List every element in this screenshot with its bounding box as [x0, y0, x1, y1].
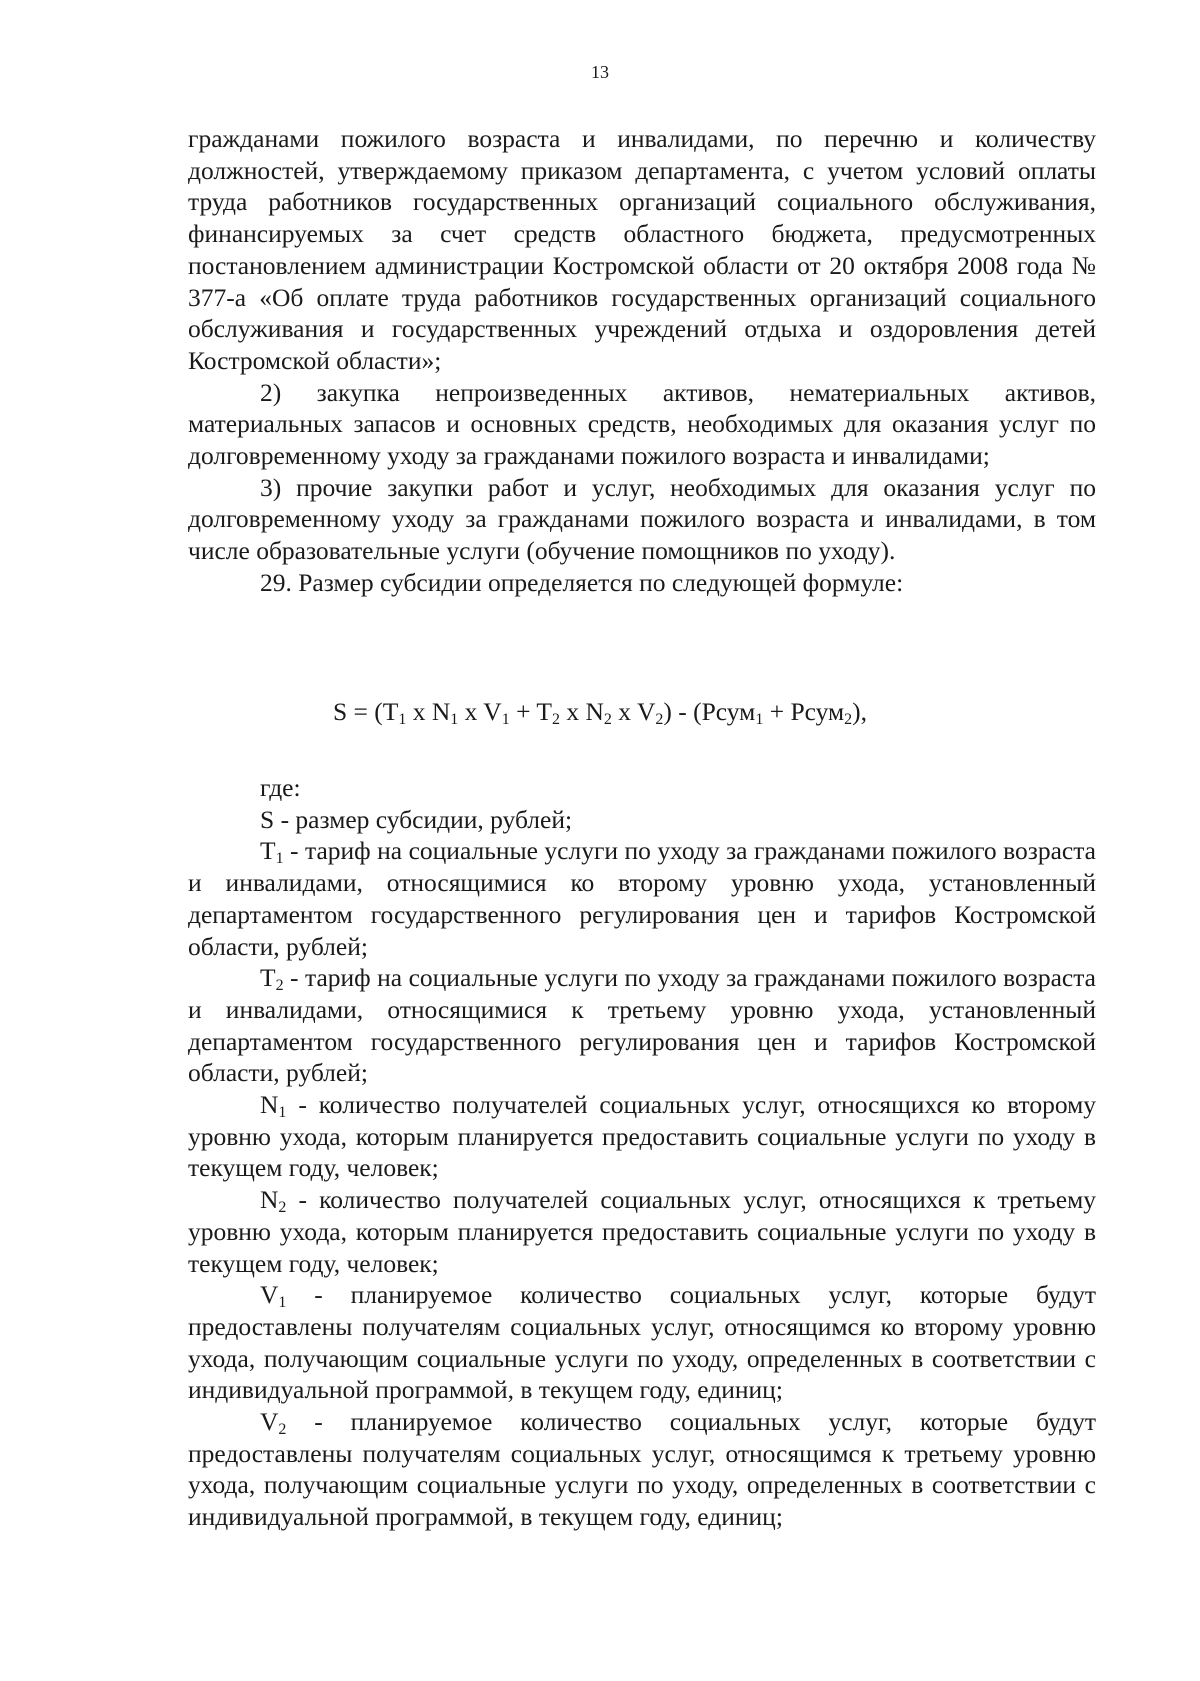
formula-v1: V: [483, 697, 502, 726]
formula-sub: 2: [844, 711, 853, 728]
formula-part: x: [611, 697, 637, 726]
formula-part: ),: [852, 697, 868, 726]
formula-psum2: Рсум: [790, 697, 845, 726]
formula-part: x: [406, 697, 432, 726]
def-sub: 1: [275, 850, 284, 868]
formula-sub: 1: [501, 711, 510, 728]
definition-t1: [188, 835, 1096, 962]
def-symbol: V: [260, 1280, 279, 1310]
formula-sub: 2: [551, 711, 560, 728]
formula-sub: 1: [755, 711, 764, 728]
page-number: 13: [591, 62, 609, 82]
definition-t2: [188, 962, 1096, 1089]
def-sub: 2: [278, 1421, 287, 1439]
def-symbol: N: [260, 1185, 279, 1215]
def-sub: 1: [278, 1294, 287, 1312]
def-text: - тариф на социальные услуги по уходу за гражданами пожилого возраста и инвалидами, относящимися к третьему уровню ухода, установленный департаментом государственного регулирования цен и тарифов Костромской области, рублей;: [188, 963, 1096, 1088]
formula-n1: N: [431, 697, 451, 726]
definition-n1: [188, 1089, 1096, 1184]
formula-v2: V: [636, 697, 656, 726]
formula-t2: T: [536, 697, 552, 726]
formula-t1: T: [382, 697, 399, 726]
formula-part: +: [509, 697, 537, 726]
paragraph-item-2: 2) закупка непроизведенных активов, нематериальных активов, материальных запасов и основных средств, необходимых для оказания услуг по долговременному уходу за гражданами пожилого возраста и инвалидами;: [188, 377, 1096, 471]
definition-v2: [188, 1406, 1096, 1533]
formula-part: = (: [347, 697, 383, 726]
formula-part: +: [763, 697, 791, 726]
def-text: - количество получателей социальных услуг, относящихся к третьему уровню ухода, которым планируется предоставить социальные услуги по уходу в текущем году, человек;: [188, 1185, 1096, 1278]
formula-psum1: Рсум: [701, 697, 756, 726]
formula-part: ) - (: [663, 697, 702, 726]
subsidy-formula: [0, 696, 1200, 728]
def-symbol: S: [260, 804, 275, 834]
formula-part: x: [458, 697, 484, 726]
def-text: - количество получателей социальных услуг, относящихся ко второму уровню ухода, которым планируется предоставить социальные услуги по уходу в текущем году, человек;: [188, 1090, 1096, 1183]
paragraph-item-3: 3) прочие закупки работ и услуг, необходимых для оказания услуг по долговременному уходу за гражданами пожилого возраста и инвалидами, в том числе образовательные услуги (обучение помощников по уходу).: [188, 472, 1096, 566]
definition-v1: [188, 1279, 1096, 1406]
paragraph-29: 29. Размер субсидии определяется по следующей формуле:: [260, 567, 904, 597]
def-text: - планируемое количество социальных услуг, которые будут предоставлены получателям социальных услуг, относящимся ко второму уровню ухода, получающим социальные услуги по уходу, определенных в соответствии с индивидуальной программой, в текущем году, единиц;: [188, 1280, 1096, 1405]
top-text: [188, 123, 1096, 599]
formula-sub: 1: [398, 711, 407, 728]
def-sub: 2: [278, 1199, 287, 1217]
definitions: [188, 772, 1096, 1533]
where-label: где:: [260, 773, 301, 802]
def-sub: 2: [275, 977, 284, 995]
def-symbol: T: [260, 963, 276, 993]
definition-s: [188, 804, 1096, 836]
def-symbol: T: [260, 836, 276, 866]
formula-s: S: [332, 697, 348, 726]
formula-sub: 2: [603, 711, 612, 728]
formula-sub: 2: [655, 711, 664, 728]
formula-sub: 1: [450, 711, 459, 728]
def-sub: 1: [278, 1104, 287, 1122]
def-text: - размер субсидии, рублей;: [274, 804, 573, 834]
definition-n2: [188, 1184, 1096, 1279]
def-symbol: V: [260, 1407, 279, 1437]
def-text: - планируемое количество социальных услуг, которые будут предоставлены получателям социальных услуг, относящимся к третьему уровню ухода, получающим социальные услуги по уходу, определенных в соответствии с индивидуальной программой, в текущем году, единиц;: [188, 1407, 1096, 1532]
def-symbol: N: [260, 1090, 279, 1120]
paragraph-continuation: гражданами пожилого возраста и инвалидами, по перечню и количеству должностей, утверждаемому приказом департамента, с учетом условий оплаты труда работников государственных организаций социального обслуживания, финансируемых за счет средств областного бюджета, предусмотренных постановлением администрации Костромской области от 20 октября 2008 года № 377-а «Об оплате труда работников государственных организаций социального обслуживания и государственных учреждений отдыха и оздоровления детей Костромской области»;: [188, 124, 1096, 375]
formula-n2: N: [585, 697, 604, 726]
formula-part: x: [559, 697, 586, 726]
def-text: - тариф на социальные услуги по уходу за гражданами пожилого возраста и инвалидами, относящимися ко второму уровню ухода, установленный департаментом государственного регулирования цен и тарифов Костромской области, рублей;: [188, 836, 1096, 961]
